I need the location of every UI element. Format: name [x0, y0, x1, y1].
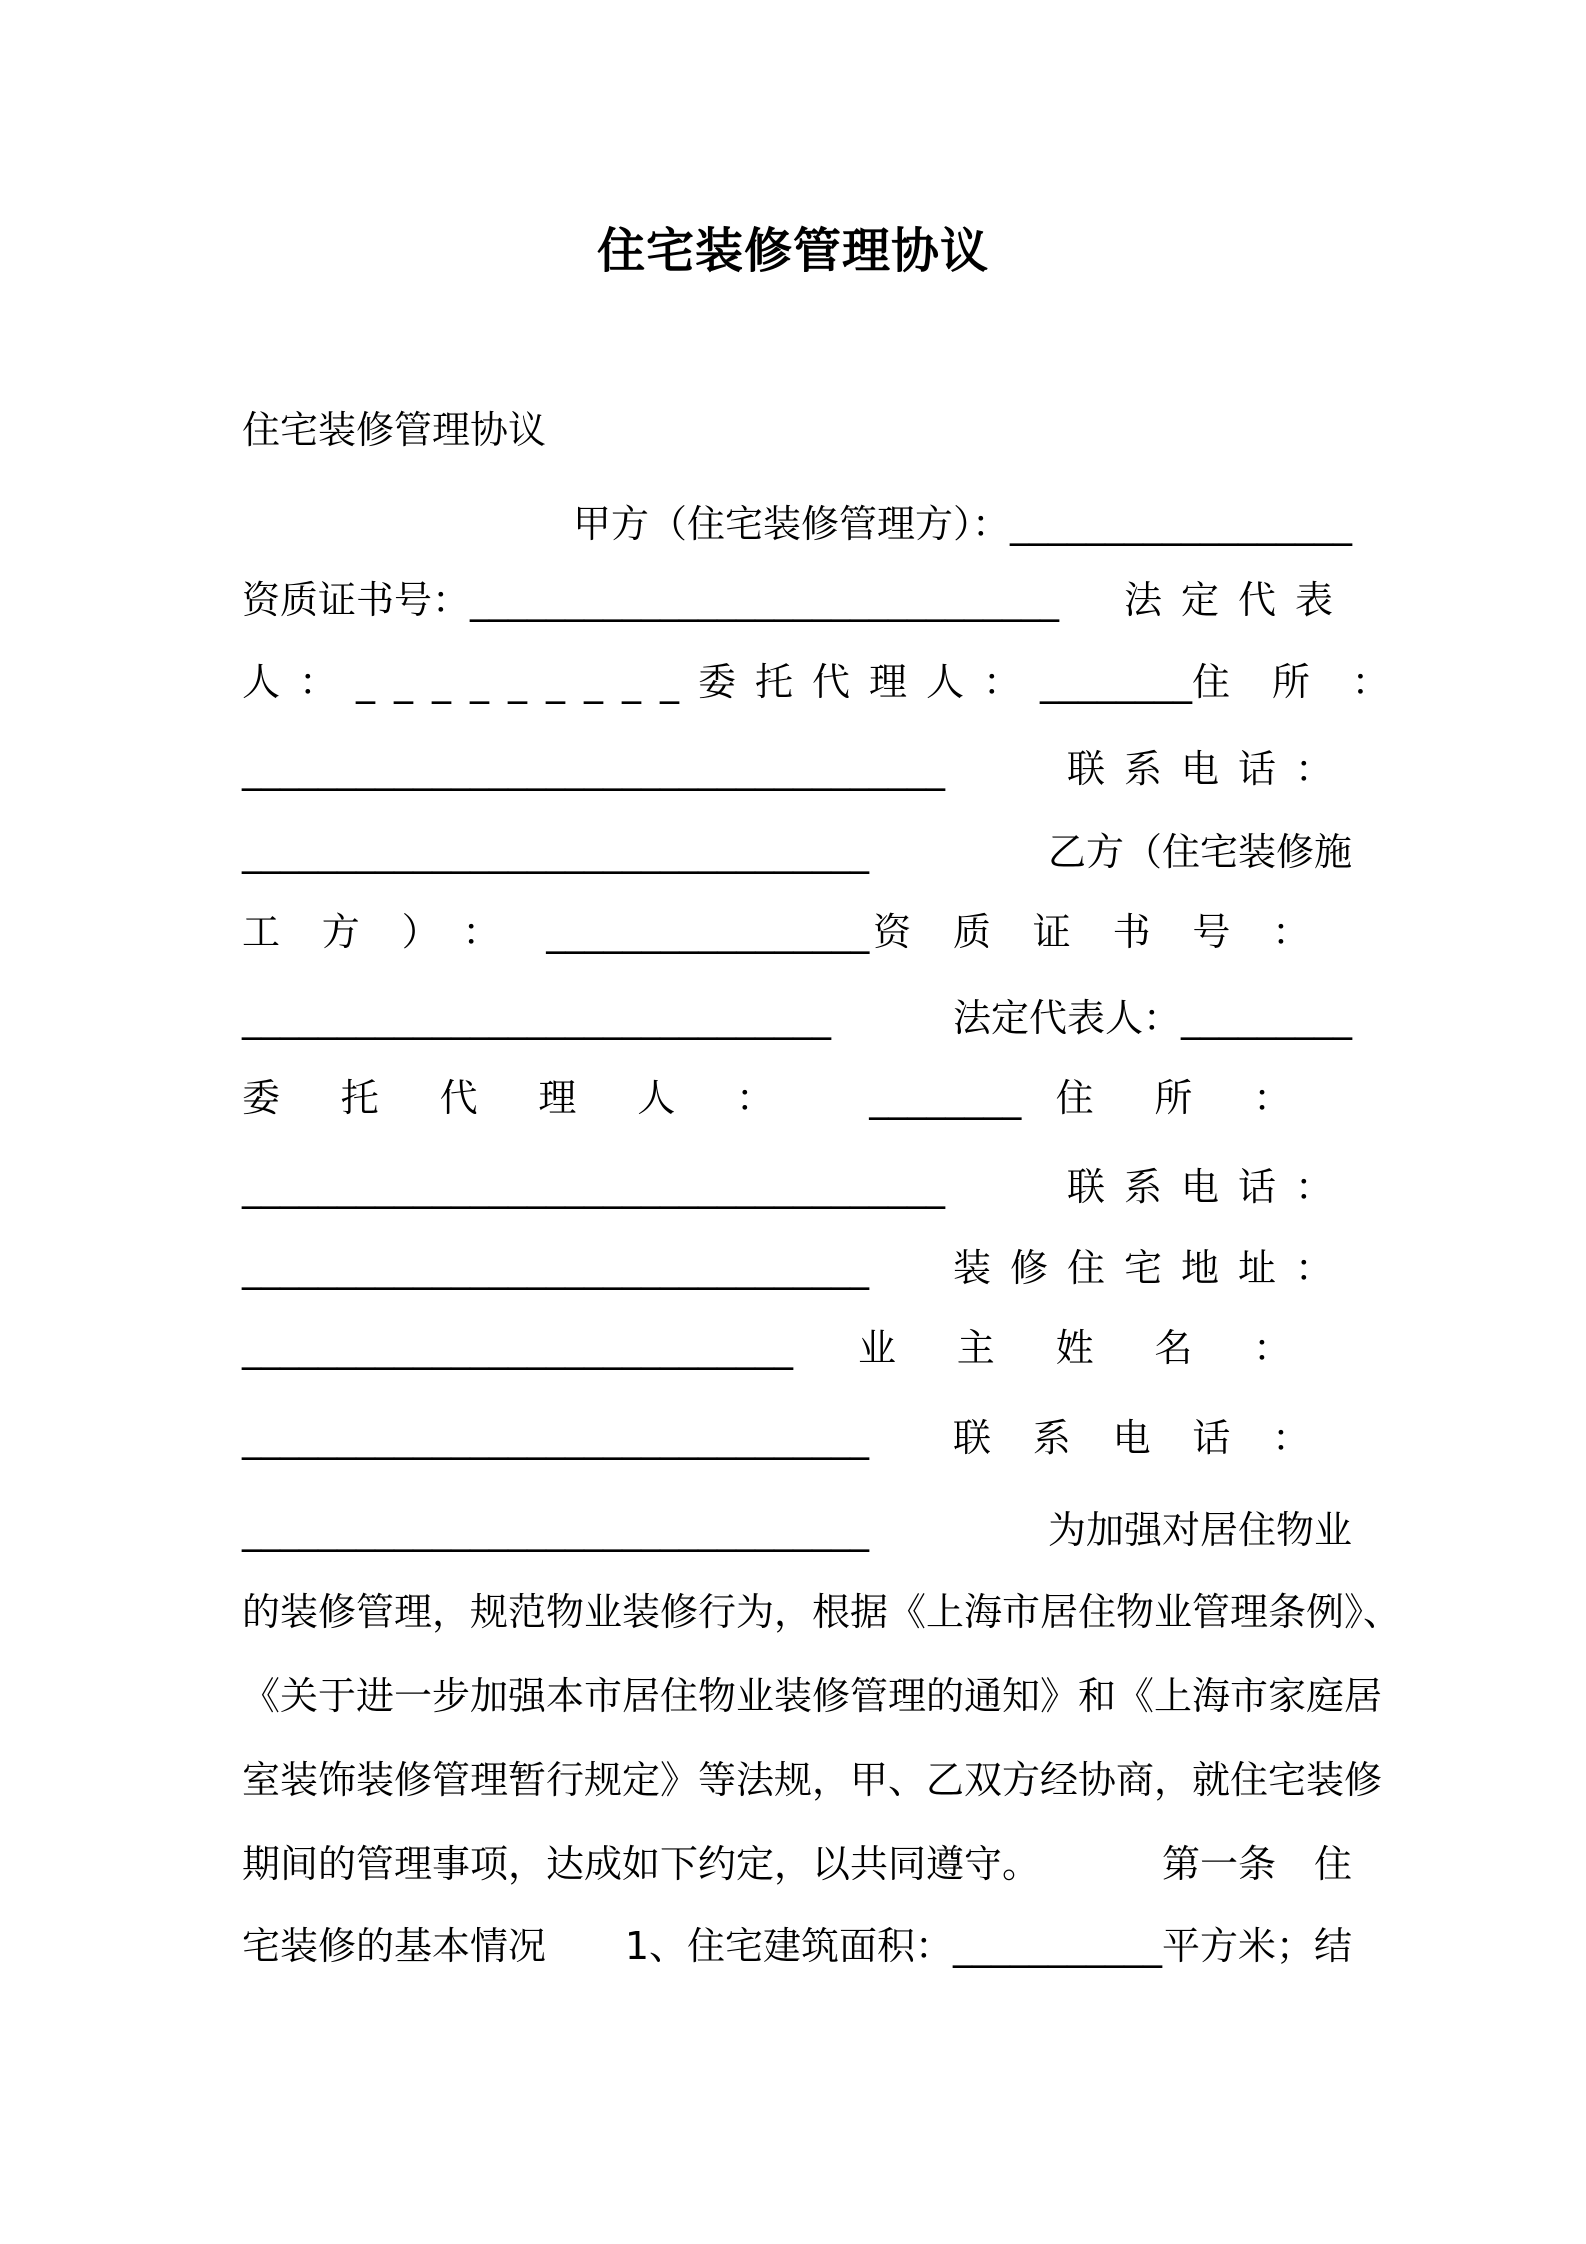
building-area-clause: 1、住宅建筑面积：___________平方米；结 [624, 1924, 1352, 1968]
party-b-agent-line [242, 1070, 1352, 1126]
party-b-label: 乙方（住宅装修施 [1047, 830, 1352, 874]
cert-number-label: 资质证书号：_______________________________ [242, 578, 1060, 622]
preamble-line-3: 室装饰装修管理暂行规定》等法规，甲、乙双方经协商，就住宅装修 [242, 1758, 1383, 1802]
party-b-label-end: 工方）： [242, 910, 543, 954]
house-address-label: 装修住宅地址： [952, 1246, 1352, 1290]
phone-blank: _________________________________ [242, 830, 869, 874]
owner-phone-line [242, 1410, 1352, 1466]
legal-rep-label-b: 法定代表人：_________ [952, 996, 1352, 1040]
agent-label-b: 委托代理人： [242, 1076, 835, 1120]
preamble-start-line [242, 1502, 1352, 1558]
document-subtitle: 住宅装修管理协议 [242, 408, 547, 452]
cert-blank-b: _______________________________ [242, 996, 831, 1040]
preamble-line-4 [242, 1836, 1352, 1892]
preamble-line-1: 的装修管理，规范物业装修行为，根据《上海市居住物业管理条例》、 [242, 1590, 1402, 1634]
party-b-blank: _________________ [546, 910, 870, 954]
phone-label-b: 联系电话： [1066, 1165, 1352, 1209]
party-b-rep-line [242, 990, 1352, 1046]
address-label-b: 住所： [1055, 1076, 1352, 1120]
agent-label: _________委托代理人： [356, 660, 1041, 704]
address-blank-b: _____________________________________ [242, 1165, 945, 1209]
party-a-agent-line [242, 654, 1432, 710]
article-one-line [242, 1918, 1352, 1974]
preamble-line-2: 《关于进一步加强本市居住物业装修管理的通知》和《上海市家庭居 [242, 1674, 1383, 1718]
owner-phone-label: 联系电话： [952, 1416, 1352, 1460]
party-a-cert-line [242, 572, 1352, 628]
phone-label: 联系电话： [1066, 747, 1352, 791]
party-b-phone-line [242, 1159, 1352, 1215]
preamble-start: 为加强对居住物业 [1047, 1508, 1352, 1552]
document-title: 住宅装修管理协议 [596, 223, 989, 279]
party-b-cert-line [242, 904, 1352, 960]
phone-blank-b: _________________________________ [242, 1246, 869, 1290]
legal-rep-label: 法定代表 [1123, 578, 1352, 622]
owner-phone-blank: _________________________________ [242, 1508, 869, 1552]
owner-name-label: 业主姓名： [857, 1326, 1352, 1370]
address-blank: _____________________________________ [242, 747, 945, 791]
agent-blank: ________ [1040, 660, 1193, 704]
cert-number-label-b: 资质证书号： [873, 910, 1352, 954]
article-one-title: 宅装修的基本情况 [242, 1924, 547, 1968]
party-b-line [242, 824, 1352, 880]
party-a-label: 甲方（住宅装修管理方）：__________________ [572, 502, 1352, 546]
agent-blank-b: ________ [869, 1076, 1022, 1120]
preamble-end: 期间的管理事项，达成如下约定，以共同遵守。 [242, 1842, 1041, 1886]
article-one-heading: 第一条 住 [1161, 1842, 1352, 1886]
owner-name-blank: _________________________________ [242, 1416, 869, 1460]
address-label: 住所： [1192, 660, 1432, 704]
rep-label-end: 人： [242, 660, 357, 704]
house-address-blank: _____________________________ [242, 1326, 793, 1370]
house-address-line [242, 1240, 1352, 1296]
party-a-line [242, 496, 1352, 552]
party-a-phone-line [242, 741, 1352, 797]
owner-name-line [242, 1320, 1352, 1376]
